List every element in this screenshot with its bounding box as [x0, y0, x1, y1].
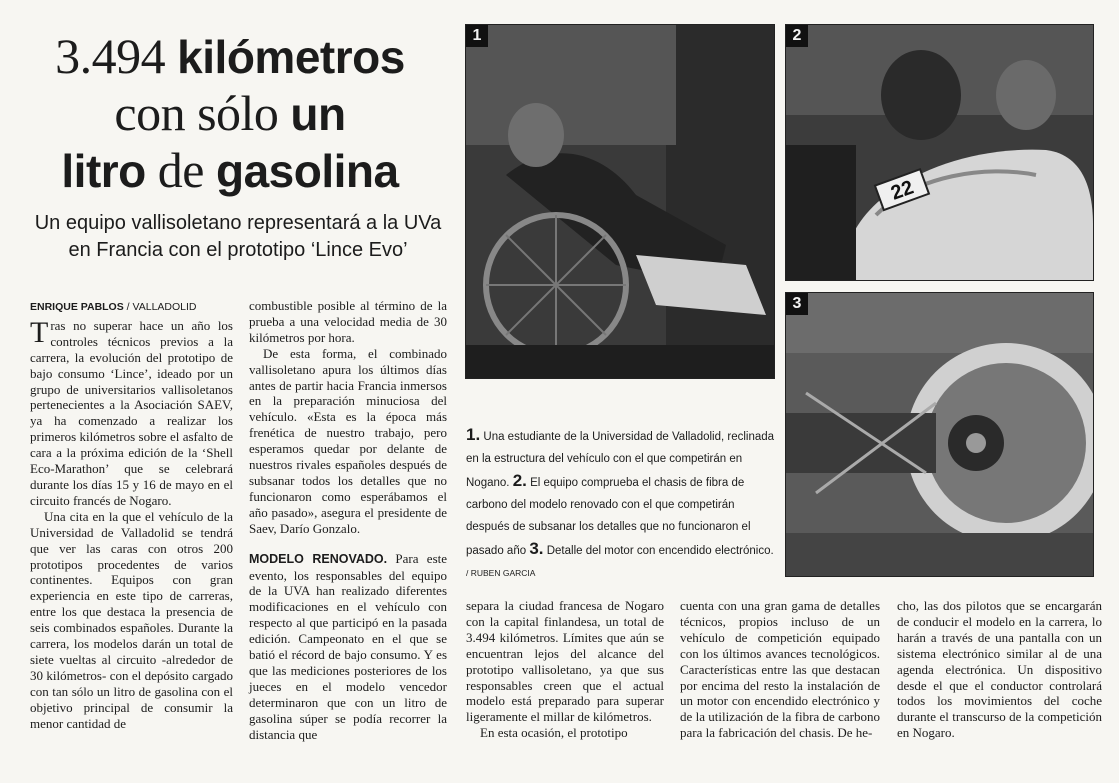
photo-number: 2	[786, 25, 808, 47]
photo-student-in-vehicle	[465, 24, 775, 379]
caption-text: Una estudiante de la Universidad de Valladolid, reclinada en la estructura del vehículo con el que competirán en Nogano.	[466, 431, 775, 489]
byline: ENRIQUE PABLOS / VALLADOLID	[30, 301, 197, 313]
caption-number: 3.	[529, 539, 544, 558]
photo-number: 1	[466, 25, 488, 47]
section-subhead: MODELO RENOVADO.	[249, 551, 388, 566]
photo-team-checking-chassis	[785, 24, 1094, 281]
paragraph: cuenta con una gran gama de detalles técnicos, propios incluso de un vehículo de competición equipado con los últimos avances tecnológicos. Características entre las que destacan por encima del resto la instalación de un motor con encendido electrónico y de la utilización de la fibra de carbono para la fabricación del chasis. De he-	[680, 598, 880, 741]
headline-number: 3.494	[55, 28, 166, 84]
photo-number: 3	[786, 293, 808, 315]
paragraph: De esta forma, el combinado vallisoletano apura los últimos días antes de partir hacia Francia inmersos en la preparación minuciosa del vehículo. «Esta es la época más frenética de nuestro trabajo, pero esperamos quedar por delante de nuestros rivales españoles después de subsanar todos los detalles que no funcionaron como esperábamos el año pasado», asegura el presidente de Saev, Darío Gonzalo.	[249, 345, 447, 536]
headline-line-3: litro de gasolina	[61, 142, 399, 198]
headline-line-1	[20, 28, 440, 85]
article-column-1	[30, 300, 233, 731]
article-column-2	[249, 298, 447, 742]
subheadline: Un equipo vallisoletano representará a la UVa en Francia con el prototipo ‘Lince Evo’	[34, 212, 442, 261]
paragraph: Tras no superar hace un año los controles técnicos previos a la carrera, la evolución del prototipo de bajo consumo ‘Lince’, ideado por un grupo de universitarios vallisoletanos pertenecientes a la Asociación SAEV, ya ha comenzado a realizar los primeros kilómetros sobre el asfalto de cara a la próxima edición de la ‘Shell Eco-Marathon’ que se celebrará durante los días 15 y 16 de mayo en el circuito francés de Nogaro.	[30, 315, 233, 508]
caption-number: 1.	[466, 425, 481, 444]
paragraph: separa la ciudad francesa de Nogaro con la capital finlandesa, un total de 3.494 kilómetros. Límites que aún se encuentran lejos del alcance del prototipo vallisoletano, ya que sus responsables creen que el actual modelo está preparado para superar ligeramente el millar de kilómetros.	[466, 598, 664, 725]
car-race-number: 22	[888, 176, 917, 205]
paragraph: MODELO RENOVADO. Para este evento, los responsables del equipo de la UVA han realizado diferentes modificaciones en el vehículo con respecto al que participó en la pasada edición. Campeonato en el que se batió el récord de bajo consumo. Y es que las mediciones posteriores de los jueces en el modelo vencedor determinaron que con un litro de gasolina súper se podía recorrer la distancia que	[249, 550, 448, 742]
headline	[20, 28, 440, 199]
drop-cap: T	[30, 315, 49, 349]
caption-text: El equipo comprueba el chasis de fibra de carbono del modelo renovado con el que competirán después de subsanar los detalles que no funcionaron el pasado año	[466, 477, 751, 557]
paragraph: En esta ocasión, el prototipo	[480, 725, 628, 741]
headline-line-2: con sólo un	[114, 85, 346, 141]
article-column-5	[897, 598, 1102, 741]
paragraph: Una cita en la que el vehículo de la Universidad de Valladolid se tendrá que ver las caras con otros 200 prototipos procedentes de varios continentes. Equipos con gran experiencia en este tipo de carreras, entre los que destaca la presencia de seis combinados españoles. Durante la carrera, los modelos darán un total de siete vueltas al circuito -alrededor de 30 kilómetros- con el depósito cargado con tan sólo un litro de gasolina con el objetivo principal de consumir la menor cantidad de	[30, 508, 233, 731]
caption-text: Detalle del motor con encendido electrónico.	[546, 545, 774, 557]
article-column-3	[466, 598, 664, 741]
paragraph: combustible posible al término de la prueba a una velocidad media de 30 kilómetros por hora.	[249, 298, 447, 345]
headline-word: kilómetros	[177, 31, 405, 83]
photo-engine-detail	[785, 292, 1094, 577]
photo-credit: / RUBEN GARCIA	[466, 568, 536, 578]
author: ENRIQUE PABLOS	[30, 301, 124, 313]
location: VALLADOLID	[132, 301, 197, 313]
paragraph: cho, las dos pilotos que se encargarán de conducir el modelo en la carrera, lo harán a través de una pantalla con un sistema electrónico similar al de una agenda electrónica. Un dispositivo desde el que el conductor controlará todos los movimientos del coche durante el transcurso de la competición en Nogaro.	[897, 598, 1102, 741]
article-column-4	[680, 598, 880, 741]
photo-caption	[466, 424, 778, 584]
caption-number: 2.	[512, 471, 527, 490]
